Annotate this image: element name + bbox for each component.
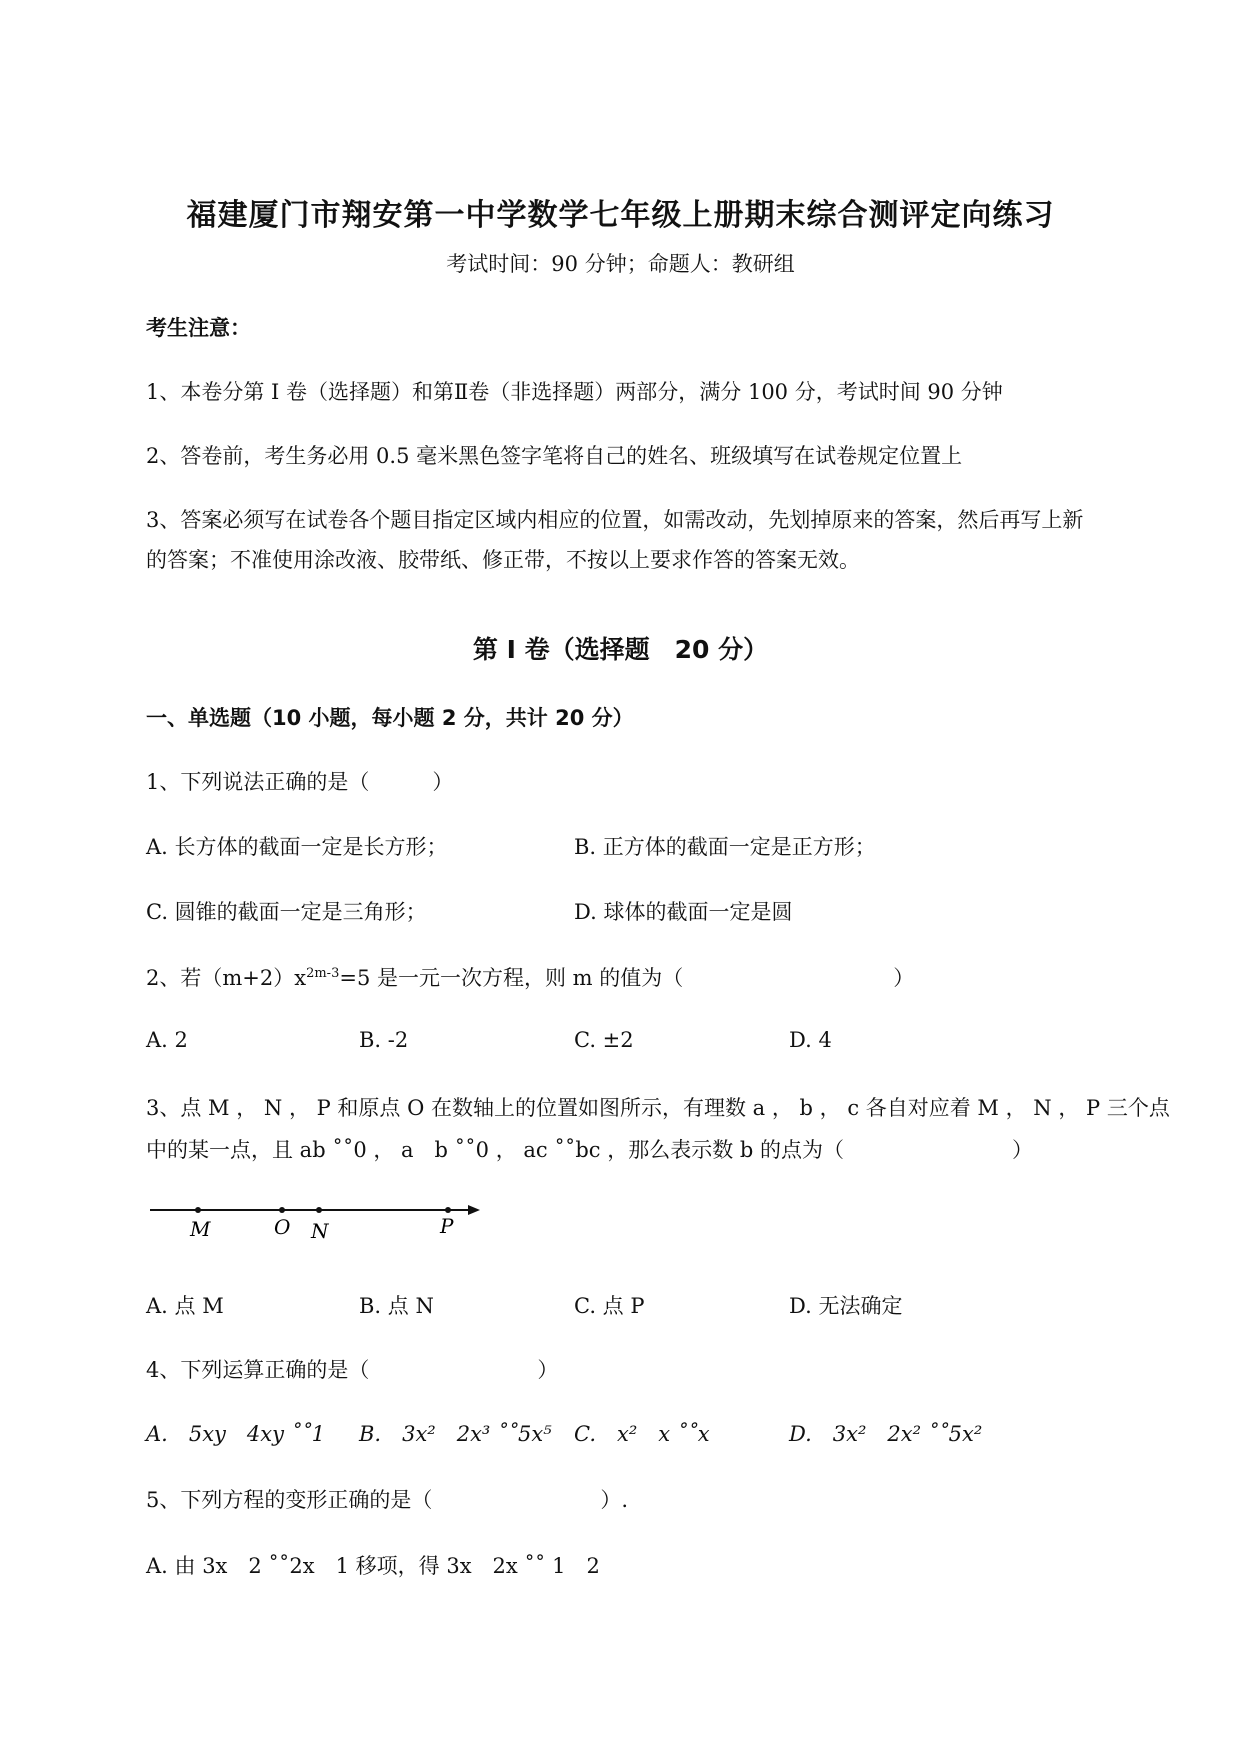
question-2-stem-pre: 2、若（m+2）x (146, 966, 307, 990)
point-p-label: P (440, 1214, 454, 1238)
question-3-option-b[interactable]: B. 点 N (359, 1294, 434, 1318)
notice-item-2: 2、答卷前，考生务必用 0.5 毫米黑色签字笔将自己的姓名、班级填写在试卷规定位置上 (146, 444, 963, 468)
question-3-stem-line-2: 中的某一点，且 ab ˚˚0 ， a b ˚˚0 ， ac ˚˚bc ，那么表示数 b 的点为（ ） (146, 1138, 1034, 1162)
question-1-stem: 1、下列说法正确的是（ ） (146, 770, 454, 794)
question-2-option-d[interactable]: D. 4 (789, 1028, 832, 1052)
question-4-option-c[interactable]: C. x² x ˚˚x (574, 1422, 710, 1446)
question-4-stem: 4、下列运算正确的是（ ） (146, 1358, 559, 1382)
question-3-option-a[interactable]: A. 点 M (146, 1294, 224, 1318)
number-line-arrow (468, 1205, 480, 1215)
question-2-stem (146, 962, 914, 992)
question-2-option-b[interactable]: B. -2 (359, 1028, 409, 1052)
point-m-dot (195, 1207, 201, 1213)
point-m-label: M (190, 1217, 211, 1241)
question-3-option-d[interactable]: D. 无法确定 (789, 1294, 903, 1318)
part-heading: 一、单选题（10 小题，每小题 2 分，共计 20 分） (146, 706, 634, 730)
point-o-dot (279, 1207, 285, 1213)
page-title: 福建厦门市翔安第一中学数学七年级上册期末综合测评定向练习 (186, 198, 1055, 233)
question-5-option-a[interactable]: A. 由 3x 2 ˚˚2x 1 移项，得 3x 2x ˚˚ 1 2 (146, 1554, 600, 1578)
question-2-option-a[interactable]: A. 2 (146, 1028, 188, 1052)
point-p-dot (445, 1207, 451, 1213)
question-4-option-a[interactable]: A. 5xy 4xy ˚˚1 (146, 1422, 326, 1446)
question-3-stem-line-1: 3、点 M ， N ， P 和原点 O 在数轴上的位置如图所示，有理数 a ， b ， c 各自对应着 M ， N ， P 三个点 (146, 1096, 1170, 1120)
number-line-figure (146, 1200, 496, 1260)
notice-item-3-cont: 的答案；不准使用涂改液、胶带纸、修正带，不按以上要求作答的答案无效。 (146, 548, 860, 572)
question-1-option-a[interactable]: A. 长方体的截面一定是长方形； (146, 835, 448, 859)
notice-item-1: 1、本卷分第 I 卷（选择题）和第Ⅱ卷（非选择题）两部分，满分 100 分，考试时间 90 分钟 (146, 380, 1003, 404)
question-4-option-d[interactable]: D. 3x² 2x² ˚˚5x² (789, 1422, 983, 1446)
question-4-option-b[interactable]: B. 3x² 2x³ ˚˚5x⁵ (359, 1422, 552, 1446)
question-2-exponent: 2m-3 (306, 966, 340, 981)
exam-subtitle: 考试时间：90 分钟；命题人：教研组 (446, 252, 795, 276)
question-3-option-c[interactable]: C. 点 P (574, 1294, 645, 1318)
question-1-option-d[interactable]: D. 球体的截面一定是圆 (574, 900, 793, 924)
question-1-option-b[interactable]: B. 正方体的截面一定是正方形； (574, 835, 876, 859)
question-1-option-c[interactable]: C. 圆锥的截面一定是三角形； (146, 900, 427, 924)
question-2-option-c[interactable]: C. ±2 (574, 1028, 634, 1052)
point-n-label: N (311, 1219, 329, 1243)
section-title: 第 I 卷（选择题 20 分） (472, 635, 769, 664)
question-2-stem-post: =5 是一元一次方程，则 m 的值为（ ） (339, 966, 915, 990)
point-n-dot (316, 1207, 322, 1213)
question-5-stem: 5、下列方程的变形正确的是（ ）. (146, 1488, 629, 1512)
point-o-label: O (274, 1215, 291, 1239)
notice-item-3: 3、答案必须写在试卷各个题目指定区域内相应的位置，如需改动，先划掉原来的答案，然后再写上新 (146, 508, 1084, 532)
notice-heading: 考生注意： (146, 316, 251, 340)
